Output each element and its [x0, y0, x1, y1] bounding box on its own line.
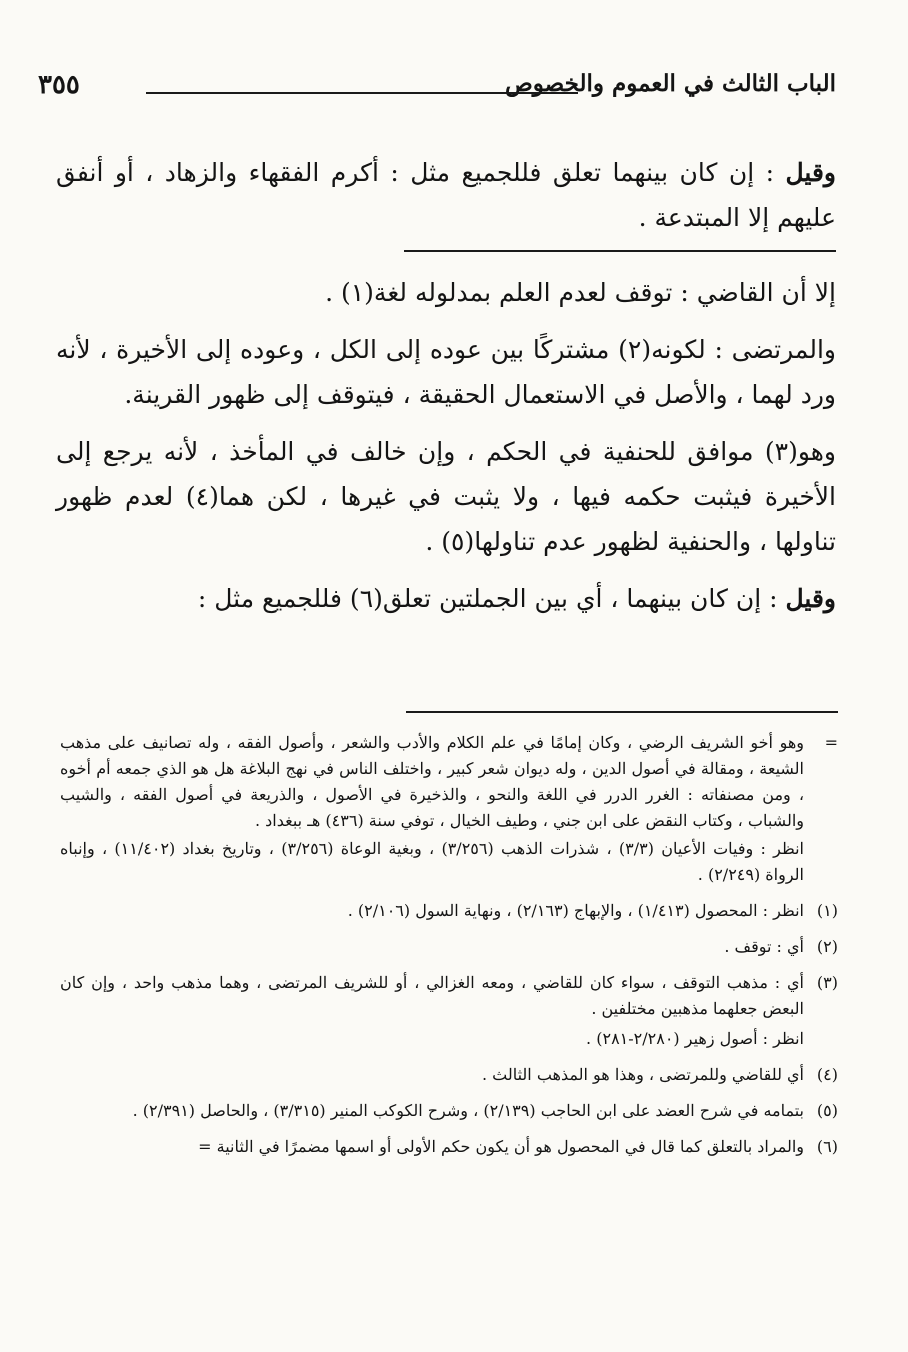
- footnote-3: [60, 970, 838, 1052]
- footnote-sources: انظر : أصول زهير (٢/٢٨٠-٢٨١) .: [586, 1029, 804, 1048]
- footnote-number: (٣): [816, 973, 838, 992]
- footnote-number: (٦): [816, 1137, 838, 1156]
- paragraph-4: وهو(٣) موافق للحنفية في الحكم ، وإن خالف في المأخذ ، لأنه يرجع إلى الأخيرة فيثبت حكمه فيها ، ولا يثبت في غيرها ، لكن هما(٤) لعدم ظهور تناولها ، والحنفية لظهور عدم تناولها(٥) .: [56, 437, 837, 556]
- main-text: [56, 150, 836, 621]
- header-rule: [146, 92, 578, 94]
- footnote-text: أي : مذهب التوقف ، سواء كان للقاضي ، ومعه الغزالي ، أو للشريف المرتضى ، وهما مذهب واحد ، وإن كان البعض جعلهما مذهبين مختلفين .: [60, 973, 805, 1018]
- continuation-marker: =: [824, 733, 838, 752]
- footnote-2: [60, 934, 838, 960]
- footnote-number: (٤): [816, 1065, 838, 1084]
- paragraph-lead: وقيل: [785, 584, 836, 613]
- section-rule: [404, 250, 836, 252]
- paragraph-1: [56, 150, 836, 240]
- footnotes: [60, 730, 838, 1170]
- footnote-number: (٥): [816, 1101, 838, 1120]
- footnote-sources: انظر : وفيات الأعيان (٣/٣) ، شذرات الذهب (٣/٢٥٦) ، وبغية الوعاة (٣/٢٥٦) ، وتاريخ بغداد (١١/٤٠٢) ، وإنباه الرواة (٢/٢٤٩) .: [60, 839, 804, 884]
- paragraph-3: والمرتضى : لكونه(٢) مشتركًا بين عوده إلى الكل ، وعوده إلى الأخيرة ، لأنه ورد لهما ، والأصل في الاستعمال الحقيقة ، فيتوقف إلى ظهور القرينة.: [56, 335, 836, 409]
- running-title: الباب الثالث في العموم والخصوص: [504, 70, 836, 97]
- footnote-number: (٢): [816, 937, 838, 956]
- footnote-number: (١): [816, 901, 838, 920]
- paragraph-lead: وقيل: [785, 158, 836, 187]
- page-number: ٣٥٥: [38, 70, 80, 100]
- footnote-text: وهو أخو الشريف الرضي ، وكان إمامًا في علم الكلام والأدب والشعر ، وأصول الفقه ، وله تصانيف على مذهب الشيعة ، ومقالة في أصول الدين ، وله ديوان شعر كبير ، واختلف الناس في نهج البلاغة هل هو الذي جمعه أم أخوه ، ومن مصنفاته : الغرر الدرر في اللغة والنحو ، والذخيرة في الأصول ، والذريعة في أصول الفقه ، والشيب والشباب ، وكتاب النقض على ابن جني ، وطيف الخيال ، توفي سنة (٤٣٦) هـ ببغداد .: [60, 733, 804, 830]
- paragraph-5: [56, 576, 836, 621]
- footnote-1: [60, 898, 838, 924]
- footnote-text: أي للقاضي وللمرتضى ، وهذا هو المذهب الثالث .: [481, 1065, 804, 1084]
- paragraph-text: : إن كان بينهما ، أي بين الجملتين تعلق(٦) فللجميع مثل :: [197, 584, 786, 613]
- footnote-continuation: [60, 730, 838, 888]
- footnote-5: [60, 1098, 838, 1124]
- footnote-text: انظر : المحصول (١/٤١٣) ، والإبهاج (٢/١٦٣) ، ونهاية السول (٢/١٠٦) .: [347, 901, 804, 920]
- page-header: [38, 68, 850, 108]
- footnote-rule: [406, 711, 838, 713]
- paragraph-2: إلا أن القاضي : توقف لعدم العلم بمدلوله لغة(١) .: [325, 278, 836, 307]
- footnote-6: [60, 1134, 838, 1160]
- footnote-text: والمراد بالتعلق كما قال في المحصول هو أن يكون حكم الأولى أو اسمها مضمرًا في الثانية =: [198, 1137, 804, 1156]
- footnote-4: [60, 1062, 838, 1088]
- paragraph-text: : إن كان بينهما تعلق فللجميع مثل : أكرم الفقهاء والزهاد ، أو أنفق عليهم إلا المبتدعة .: [56, 158, 836, 232]
- footnote-text: بتمامه في شرح العضد على ابن الحاجب (٢/١٣٩) ، وشرح الكوكب المنير (٣/٣١٥) ، والحاصل (٢/٣٩١) .: [132, 1101, 804, 1120]
- footnote-text: أي : توقف .: [724, 937, 804, 956]
